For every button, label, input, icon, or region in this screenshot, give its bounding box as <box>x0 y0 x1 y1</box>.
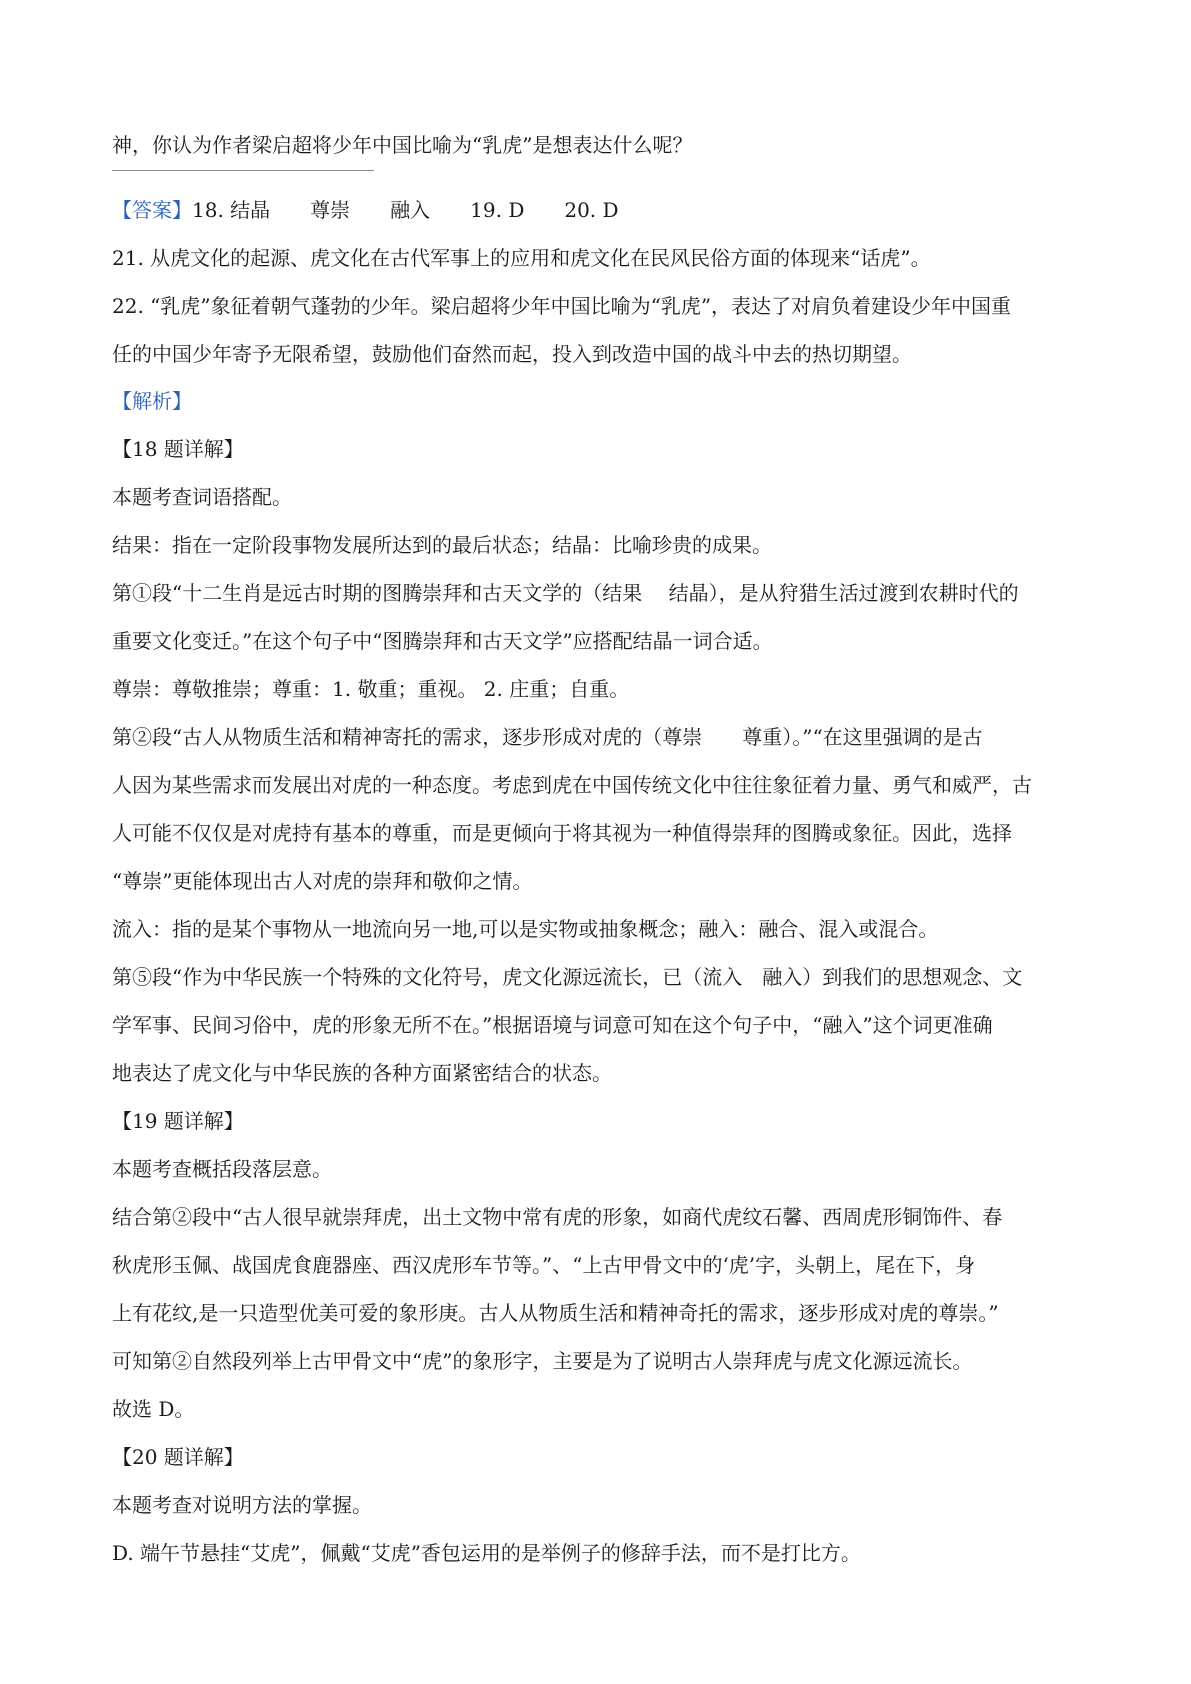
q18-line-4: 重要文化变迁。”在这个句子中“图腾崇拜和古天文学”应搭配结晶一词合适。 <box>112 629 773 653</box>
q20-line-2: D. 端午节悬挂“艾虎”，佩戴“艾虎”香包运用的是举例子的修辞手法，而不是打比方。 <box>112 1541 861 1565</box>
q20-heading: 【20 题详解】 <box>112 1445 244 1469</box>
q19-line-6: 故选 D。 <box>112 1397 195 1421</box>
q18-heading: 【18 题详解】 <box>112 437 244 461</box>
q19-line-3: 秋虎形玉佩、战国虎食鹿器座、西汉虎形车节等。”、“上古甲骨文中的‘虎’字，头朝上，尾在下，身 <box>112 1253 976 1277</box>
q18-line-1: 本题考查词语搭配。 <box>112 485 292 509</box>
q18-line-5: 尊崇：尊敬推崇；尊重：1. 敬重；重视。 2. 庄重；自重。 <box>112 677 630 701</box>
q19-line-4: 上有花纹,是一只造型优美可爱的象形庚。古人从物质生活和精神奇托的需求，逐步形成对虎的尊崇。” <box>112 1301 999 1325</box>
q19-line-5: 可知第②自然段列举上古甲骨文中“虎”的象形字，主要是为了说明古人崇拜虎与虎文化源远流长。 <box>112 1349 973 1373</box>
answer-blank-line <box>112 170 374 171</box>
q20-line-1: 本题考查对说明方法的掌握。 <box>112 1493 372 1517</box>
q19-line-2: 结合第②段中“古人很早就崇拜虎，出土文物中常有虎的形象，如商代虎纹石馨、西周虎形铜饰件、春 <box>112 1205 1003 1229</box>
q18-line-12: 学军事、民间习俗中，虎的形象无所不在。”根据语境与词意可知在这个句子中，“融入”这个词更准确 <box>112 1013 993 1037</box>
answer-text: 18. 结晶 尊崇 融入 19. D 20. D <box>192 198 619 222</box>
q18-line-13: 地表达了虎文化与中华民族的各种方面紧密结合的状态。 <box>112 1061 612 1085</box>
answer-line <box>112 198 619 222</box>
q18-line-11: 第⑤段“作为中华民族一个特殊的文化符号，虎文化源远流长，已（流入 融入）到我们的思想观念、文 <box>112 965 1023 989</box>
answer-21: 21. 从虎文化的起源、虎文化在古代军事上的应用和虎文化在民风民俗方面的体现来“话虎”。 <box>112 246 931 270</box>
q19-line-1: 本题考查概括段落层意。 <box>112 1157 332 1181</box>
q18-line-8: 人可能不仅仅是对虎持有基本的尊重，而是更倾向于将其视为一种值得崇拜的图腾或象征。因此，选择 <box>112 821 1012 845</box>
answer-22-line-2: 任的中国少年寄予无限希望，鼓励他们奋然而起，投入到改造中国的战斗中去的热切期望。 <box>112 342 912 366</box>
q18-line-2: 结果：指在一定阶段事物发展所达到的最后状态；结晶：比喻珍贵的成果。 <box>112 533 772 557</box>
analysis-label: 【解析】 <box>112 389 192 413</box>
q19-heading: 【19 题详解】 <box>112 1109 244 1133</box>
answer-label: 【答案】 <box>112 198 192 222</box>
answer-22-line-1: 22. “乳虎”象征着朝气蓬勃的少年。梁启超将少年中国比喻为“乳虎”，表达了对肩负着建设少年中国重 <box>112 294 1012 318</box>
q18-line-6: 第②段“古人从物质生活和精神寄托的需求，逐步形成对虎的（尊崇 尊重）。”“在这里强调的是古 <box>112 725 983 749</box>
q18-line-7: 人因为某些需求而发展出对虎的一种态度。考虑到虎在中国传统文化中往往象征着力量、勇气和威严，古 <box>112 773 1032 797</box>
q18-line-10: 流入：指的是某个事物从一地流向另一地,可以是实物或抽象概念；融入：融合、混入或混合。 <box>112 917 939 941</box>
q18-line-9: “尊崇”更能体现出古人对虎的崇拜和敬仰之情。 <box>112 869 533 893</box>
question-line: 神，你认为作者梁启超将少年中国比喻为“乳虎”是想表达什么呢？ <box>112 133 693 157</box>
q18-line-3: 第①段“十二生肖是远古时期的图腾崇拜和古天文学的（结果 结晶），是从狩猎生活过渡到农耕时代的 <box>112 581 1019 605</box>
